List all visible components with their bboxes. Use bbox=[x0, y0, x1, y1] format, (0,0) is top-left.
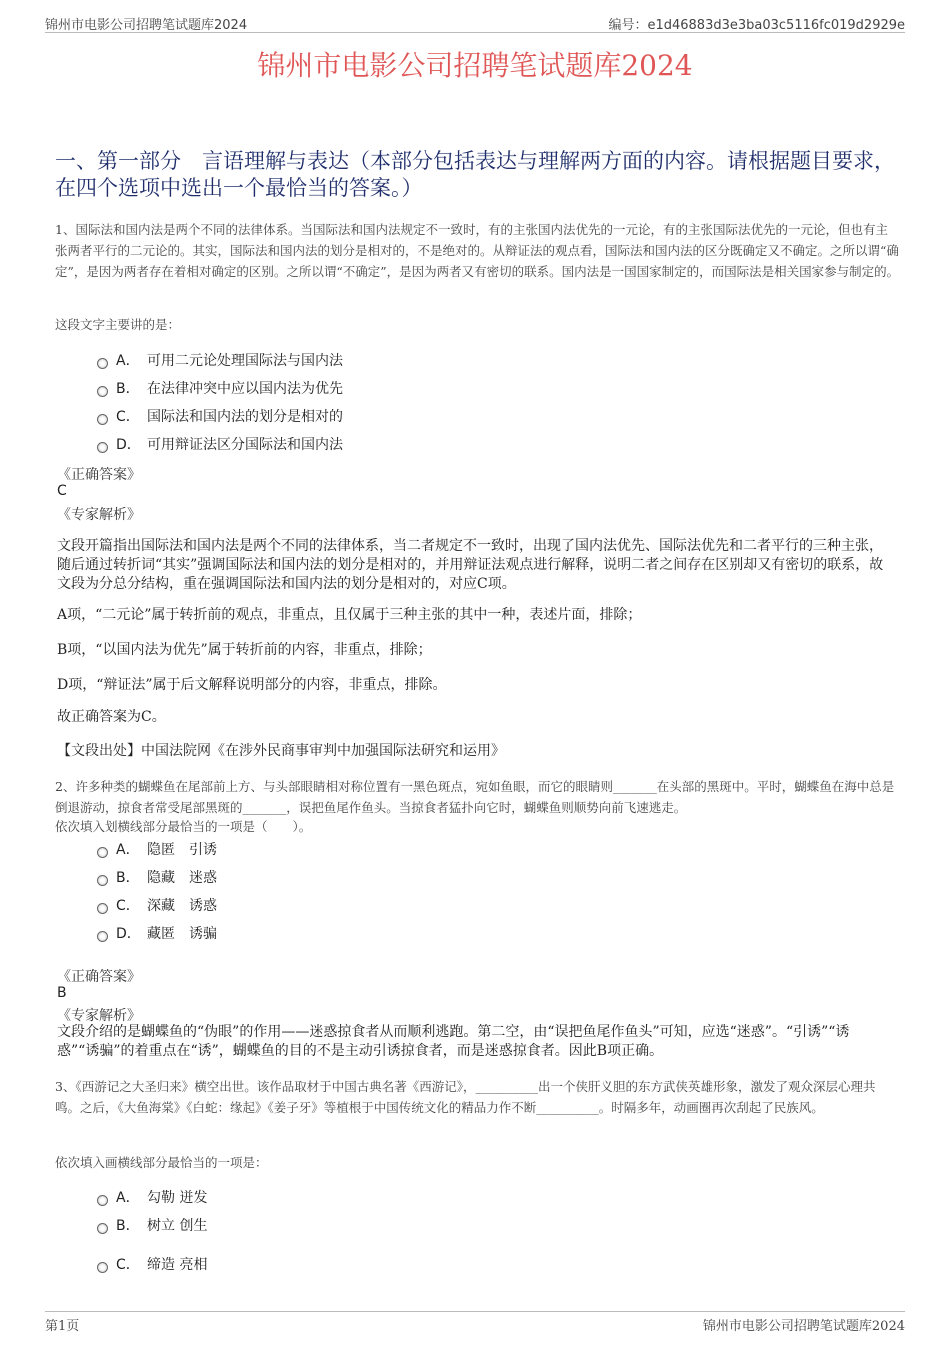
header-divider bbox=[45, 32, 905, 33]
q2-option-b[interactable]: B． 隐藏 迷惑 bbox=[97, 867, 217, 887]
header-document-id: 编号：e1d46883d3e3ba03c5116fc019d2929e bbox=[608, 18, 905, 33]
radio-icon[interactable] bbox=[97, 442, 108, 453]
footer-title: 锦州市电影公司招聘笔试题库2024 bbox=[702, 1319, 905, 1334]
q1-answer-label: 《正确答案》 bbox=[57, 467, 141, 483]
q2-option-c[interactable]: C． 深藏 诱惑 bbox=[97, 895, 217, 915]
radio-icon[interactable] bbox=[97, 1195, 108, 1206]
q1-option-d[interactable]: D． 可用辩证法区分国际法和国内法 bbox=[97, 434, 343, 454]
q1-option-a[interactable]: A． 可用二元论处理国际法与国内法 bbox=[97, 350, 343, 370]
q2-answer: B bbox=[57, 985, 67, 1001]
q1-analysis-a: A项，“二元论”属于转折前的观点，非重点，且仅属于三种主张的其中一种，表述片面，排除； bbox=[57, 607, 642, 623]
header-left: 锦州市电影公司招聘笔试题库2024 bbox=[45, 18, 248, 33]
radio-icon[interactable] bbox=[97, 875, 108, 886]
radio-icon[interactable] bbox=[97, 414, 108, 425]
q1-analysis-conclusion: 故正确答案为C。 bbox=[57, 709, 166, 725]
section-title: 一、第一部分 言语理解与表达（本部分包括表达与理解两方面的内容。请根据题目要求，在四个选项中选出一个最恰当的答案。） bbox=[55, 149, 895, 200]
radio-icon[interactable] bbox=[97, 931, 108, 942]
q2-option-a[interactable]: A． 隐匿 引诱 bbox=[97, 839, 217, 859]
question-1-prompt: 这段文字主要讲的是： bbox=[55, 317, 181, 332]
question-3-text: 3、《西游记之大圣归来》横空出世。该作品取材于中国古典名著《西游记》，__________出一个侠肝义胆的东方武侠英雄形象，激发了观众深层心理共鸣。之后，《大鱼海棠》《白蛇：缘起》《姜子牙》等植根于中国传统文化的精品力作不断__________。时隔多年，动画圈再次刮起了民族风。 bbox=[55, 1079, 876, 1115]
q2-analysis: 文段介绍的是蝴蝶鱼的“伪眼”的作用——迷惑掠食者从而顺利逃跑。第二空，由“误把鱼尾作鱼头”可知，应选“迷惑”。“引诱”“诱惑”“诱骗”的着重点在“诱”，蝴蝶鱼的目的不是主动引诱掠食者，而是迷惑掠食者。因此B项正确。 bbox=[57, 1024, 850, 1059]
radio-icon[interactable] bbox=[97, 847, 108, 858]
q1-option-b[interactable]: B． 在法律冲突中应以国内法为优先 bbox=[97, 378, 343, 398]
question-3-prompt: 依次填入画横线部分最恰当的一项是： bbox=[55, 1155, 268, 1170]
radio-icon[interactable] bbox=[97, 358, 108, 369]
q3-option-c[interactable]: C． 缔造 亮相 bbox=[97, 1254, 207, 1274]
radio-icon[interactable] bbox=[97, 903, 108, 914]
radio-icon[interactable] bbox=[97, 386, 108, 397]
q2-answer-label: 《正确答案》 bbox=[57, 969, 141, 985]
q1-analysis-b: B项，“以国内法为优先”属于转折前的内容，非重点，排除； bbox=[57, 642, 432, 658]
q2-analysis-label: 《专家解析》 bbox=[57, 1008, 141, 1024]
footer-divider bbox=[45, 1311, 905, 1312]
radio-icon[interactable] bbox=[97, 1223, 108, 1234]
q3-option-a[interactable]: A． 勾勒 迸发 bbox=[97, 1187, 207, 1207]
q1-source: 【文段出处】中国法院网《在涉外民商事审判中加强国际法研究和运用》 bbox=[57, 743, 505, 759]
question-2-prompt: 依次填入划横线部分最恰当的一项是（ ）。 bbox=[55, 819, 312, 834]
question-1-text: 1、国际法和国内法是两个不同的法律体系。当国际法和国内法规定不一致时，有的主张国内法优先的一元论，有的主张国际法优先的一元论，但也有主张两者平行的二元论的。其实，国际法和国内法的划分是相对的，不是绝对的。从辩证法的观点看，国际法和国内法的区分既确定又不确定。之所以谓“确定”，是因为两者存在着相对确定的区别。之所以谓“不确定”，是因为两者又有密切的联系。国内法是一国国家制定的，而国际法是相关国家参与制定的。 bbox=[55, 222, 900, 279]
q1-option-c[interactable]: C． 国际法和国内法的划分是相对的 bbox=[97, 406, 343, 426]
q1-analysis-label: 《专家解析》 bbox=[57, 507, 141, 523]
q2-option-d[interactable]: D． 藏匿 诱骗 bbox=[97, 923, 217, 943]
page-number: 第1页 bbox=[45, 1319, 80, 1334]
q1-analysis-d: D项，“辩证法”属于后文解释说明部分的内容，非重点，排除。 bbox=[57, 677, 447, 693]
document-title: 锦州市电影公司招聘笔试题库2024 bbox=[257, 49, 693, 82]
q1-analysis-paragraph: 文段开篇指出国际法和国内法是两个不同的法律体系，当二者规定不一致时，出现了国内法优先、国际法优先和二者平行的三种主张，随后通过转折词“其实”强调国际法和国内法的划分是相对的，并用辩证法观点进行解释，说明二者之间存在区别却又有密切的联系，故文段为分总分结构，重在强调国际法和国内法的划分是相对的，对应C项。 bbox=[57, 538, 884, 592]
q3-option-b[interactable]: B． 树立 创生 bbox=[97, 1215, 207, 1235]
q1-answer: C bbox=[57, 483, 67, 499]
radio-icon[interactable] bbox=[97, 1262, 108, 1273]
question-2-text: 2、许多种类的蝴蝶鱼在尾部前上方、与头部眼睛相对称位置有一黑色斑点，宛如鱼眼，而它的眼睛则_______在头部的黑斑中。平时，蝴蝶鱼在海中总是倒退游动，掠食者常受尾部黑斑的_______，误把鱼尾作鱼头。当掠食者猛扑向它时，蝴蝶鱼则顺势向前飞速逃走。 bbox=[55, 779, 895, 815]
